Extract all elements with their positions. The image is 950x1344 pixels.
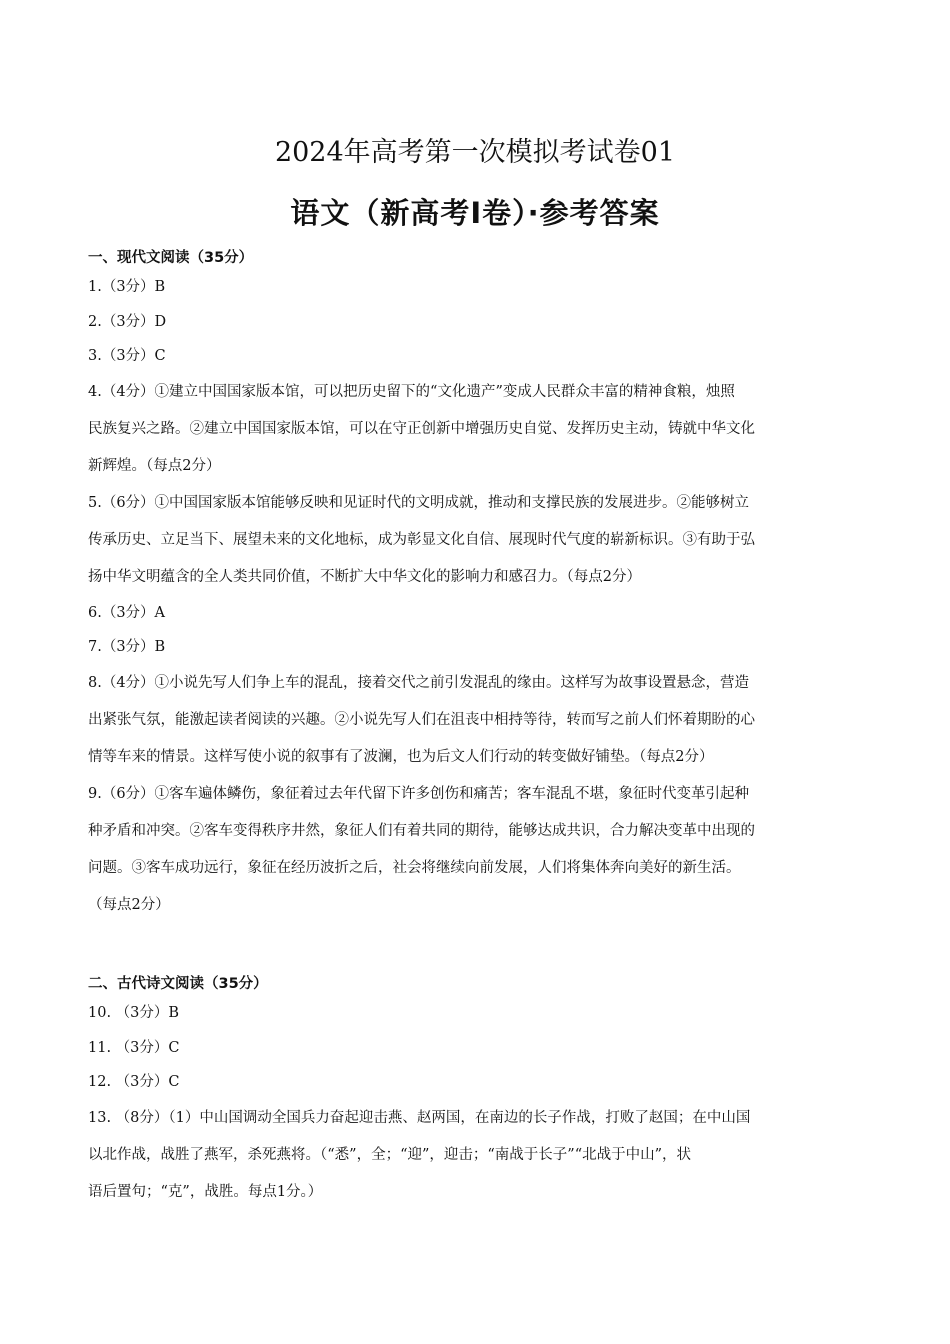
answer-q8-line-2: 出紧张气氛，能激起读者阅读的兴趣。②小说先写人们在沮丧中相持等待，转而写之前人们怀着期盼的心 — [88, 711, 755, 728]
page-title: 2024年高考第一次模拟考试卷01 — [274, 137, 676, 168]
answer-q8-line-1: 8.（4分）①小说先写人们争上车的混乱，接着交代之前引发混乱的缘由。这样写为故事设置悬念，营造 — [88, 674, 750, 691]
answer-q5 — [88, 485, 860, 596]
answer-q10: 10. （3分）B — [88, 1004, 180, 1021]
answer-q3: 3.（3分）C — [88, 348, 166, 365]
page-subtitle: 语文（新高考Ⅰ卷）·参考答案 — [290, 196, 660, 230]
answer-q9-line-3: 问题。③客车成功远行，象征在经历波折之后，社会将继续向前发展，人们将集体奔向美好的新生活。 — [88, 859, 741, 876]
answer-q8 — [88, 665, 860, 776]
answer-q5-line-1: 5.（6分）①中国国家版本馆能够反映和见证时代的文明成就，推动和支撑民族的发展进步。②能够树立 — [88, 494, 750, 511]
answer-q1: 1.（3分）B — [88, 279, 166, 295]
answer-q5-line-3: 扬中华文明蕴含的全人类共同价值，不断扩大中华文化的影响力和感召力。（每点2分） — [88, 568, 641, 585]
answer-q13-line-1: 13. （8分）（1）中山国调动全国兵力奋起迎击燕、赵两国，在南边的长子作战，打败了赵国；在中山国 — [88, 1109, 751, 1126]
answer-q9-line-1: 9.（6分）①客车遍体鳞伤，象征着过去年代留下许多创伤和痛苦；客车混乱不堪，象征时代变革引起种 — [88, 785, 750, 802]
answer-q12: 12. （3分）C — [88, 1074, 180, 1091]
answer-q6: 6.（3分）A — [88, 604, 166, 621]
answer-content — [88, 246, 860, 1211]
answer-q4-line-3: 新辉煌。（每点2分） — [88, 457, 221, 474]
answer-q11: 11. （3分）C — [88, 1039, 180, 1056]
answer-q9 — [88, 776, 860, 924]
section-spacer — [88, 924, 860, 972]
answer-q13-line-3: 语后置句；“克”，战胜。每点1分。） — [88, 1183, 323, 1200]
answer-q2: 2.（3分）D — [88, 313, 167, 330]
answer-q5-line-2: 传承历史、立足当下、展望未来的文化地标，成为彰显文化自信、展现时代气度的崭新标识。③有助于弘 — [88, 531, 755, 548]
section-heading-modern-reading: 一、现代文阅读（35分） — [88, 250, 254, 266]
answer-q8-line-3: 情等车来的情景。这样写使小说的叙事有了波澜，也为后文人们行动的转变做好铺垫。（每点2分） — [88, 748, 714, 765]
answer-q9-line-4: （每点2分） — [88, 896, 170, 913]
answer-q4-line-1: 4.（4分）①建立中国国家版本馆，可以把历史留下的“文化遗产”变成人民群众丰富的精神食粮，烛照 — [88, 383, 735, 400]
answer-q4-line-2: 民族复兴之路。②建立中国国家版本馆，可以在守正创新中增强历史自觉、发挥历史主动，铸就中华文化 — [88, 420, 755, 437]
answer-q13 — [88, 1100, 860, 1211]
answer-q7: 7.（3分）B — [88, 639, 166, 656]
answer-q13-line-2: 以北作战，战胜了燕军，杀死燕将。（“悉”，全；“迎”，迎击；“南战于长子”“北战于中山”，状 — [88, 1146, 692, 1163]
answer-q9-line-2: 种矛盾和冲突。②客车变得秩序井然，象征人们有着共同的期待，能够达成共识，合力解决变革中出现的 — [88, 822, 755, 839]
section-heading-classical-reading: 二、古代诗文阅读（35分） — [88, 975, 268, 992]
answer-q4 — [88, 374, 860, 485]
